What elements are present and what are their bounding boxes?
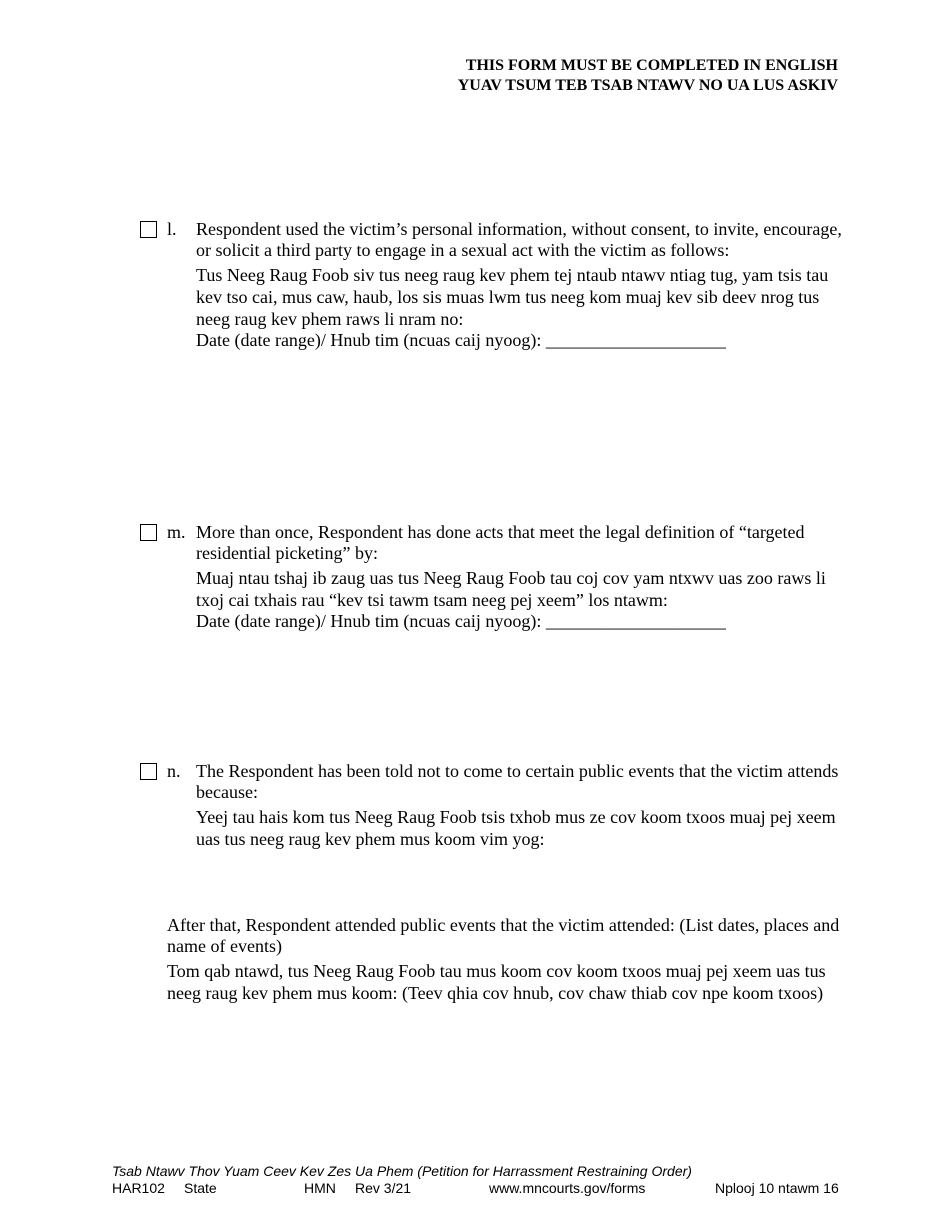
footer-url[interactable]: www.mncourts.gov/forms — [489, 1180, 646, 1196]
after-hmong-text: Tom qab ntawd, tus Neeg Raug Foob tau mus koom cov koom txoos muaj pej xeem uas tus neeg raug kev phem mus koom: (Teev qhia cov hnub, cov chaw thiab cov npe koom txoos) — [167, 961, 826, 1003]
item-hmong-text: Yeej tau hais kom tus Neeg Raug Foob tsis txhob mus ze cov koom txoos muaj pej xeem uas tus neeg raug kev phem mus koom vim yog: — [196, 807, 836, 849]
footer-form-code: HAR102 — [112, 1180, 165, 1196]
language-notice — [458, 56, 838, 96]
checkbox-m[interactable] — [140, 524, 157, 541]
after-events-section — [167, 915, 857, 1004]
date-range-field[interactable]: Date (date range)/ Hnub tim (ncuas caij nyoog): ____________________ — [196, 330, 726, 350]
item-hmong-text: Tus Neeg Raug Foob siv tus neeg raug kev phem tej ntaub ntawv ntiag tug, yam tsis tau kev tso cai, mus caw, haub, los sis muas lwm tus neeg kom muaj kev sib deev nrog tus neeg raug kev phem raws li nram no: — [196, 265, 829, 329]
item-english-text: Respondent used the victim’s personal information, without consent, to invite, encourage, or solicit a third party to engage in a sexual act with the victim as follows: — [196, 219, 842, 260]
footer-state: State — [184, 1180, 217, 1196]
item-letter: l. — [167, 219, 177, 239]
date-range-field[interactable]: Date (date range)/ Hnub tim (ncuas caij nyoog): ____________________ — [196, 611, 726, 631]
page-footer — [112, 1163, 842, 1197]
item-english-text: The Respondent has been told not to come to certain public events that the victim attends because: — [196, 761, 839, 802]
checkbox-n[interactable] — [140, 763, 157, 780]
language-notice-english: THIS FORM MUST BE COMPLETED IN ENGLISH — [465, 57, 838, 74]
item-letter: m. — [167, 522, 186, 542]
footer-revision: Rev 3/21 — [355, 1180, 412, 1196]
item-english-text: More than once, Respondent has done acts that meet the legal definition of “targeted residential picketing” by: — [196, 522, 805, 563]
footer-page-number: Nplooj 10 ntawm 16 — [715, 1180, 839, 1196]
after-english-text: After that, Respondent attended public events that the victim attended: (List dates, places and name of events) — [167, 915, 840, 956]
item-letter: n. — [167, 761, 181, 781]
footer-form-title: Tsab Ntawv Thov Yuam Ceev Kev Zes Ua Phem (Petition for Harrassment Restraining Order) — [112, 1163, 692, 1179]
checkbox-l[interactable] — [140, 221, 157, 238]
language-notice-hmong: YUAV TSUM TEB TSAB NTAWV NO UA LUS ASKIV — [457, 77, 838, 94]
item-hmong-text: Muaj ntau tshaj ib zaug uas tus Neeg Raug Foob tau coj cov yam ntxwv uas zoo raws li txoj cai txhais rau “kev tsi tawm tsam neeg pej xeem” los ntawm: — [196, 568, 826, 610]
footer-language: HMN — [304, 1180, 336, 1196]
